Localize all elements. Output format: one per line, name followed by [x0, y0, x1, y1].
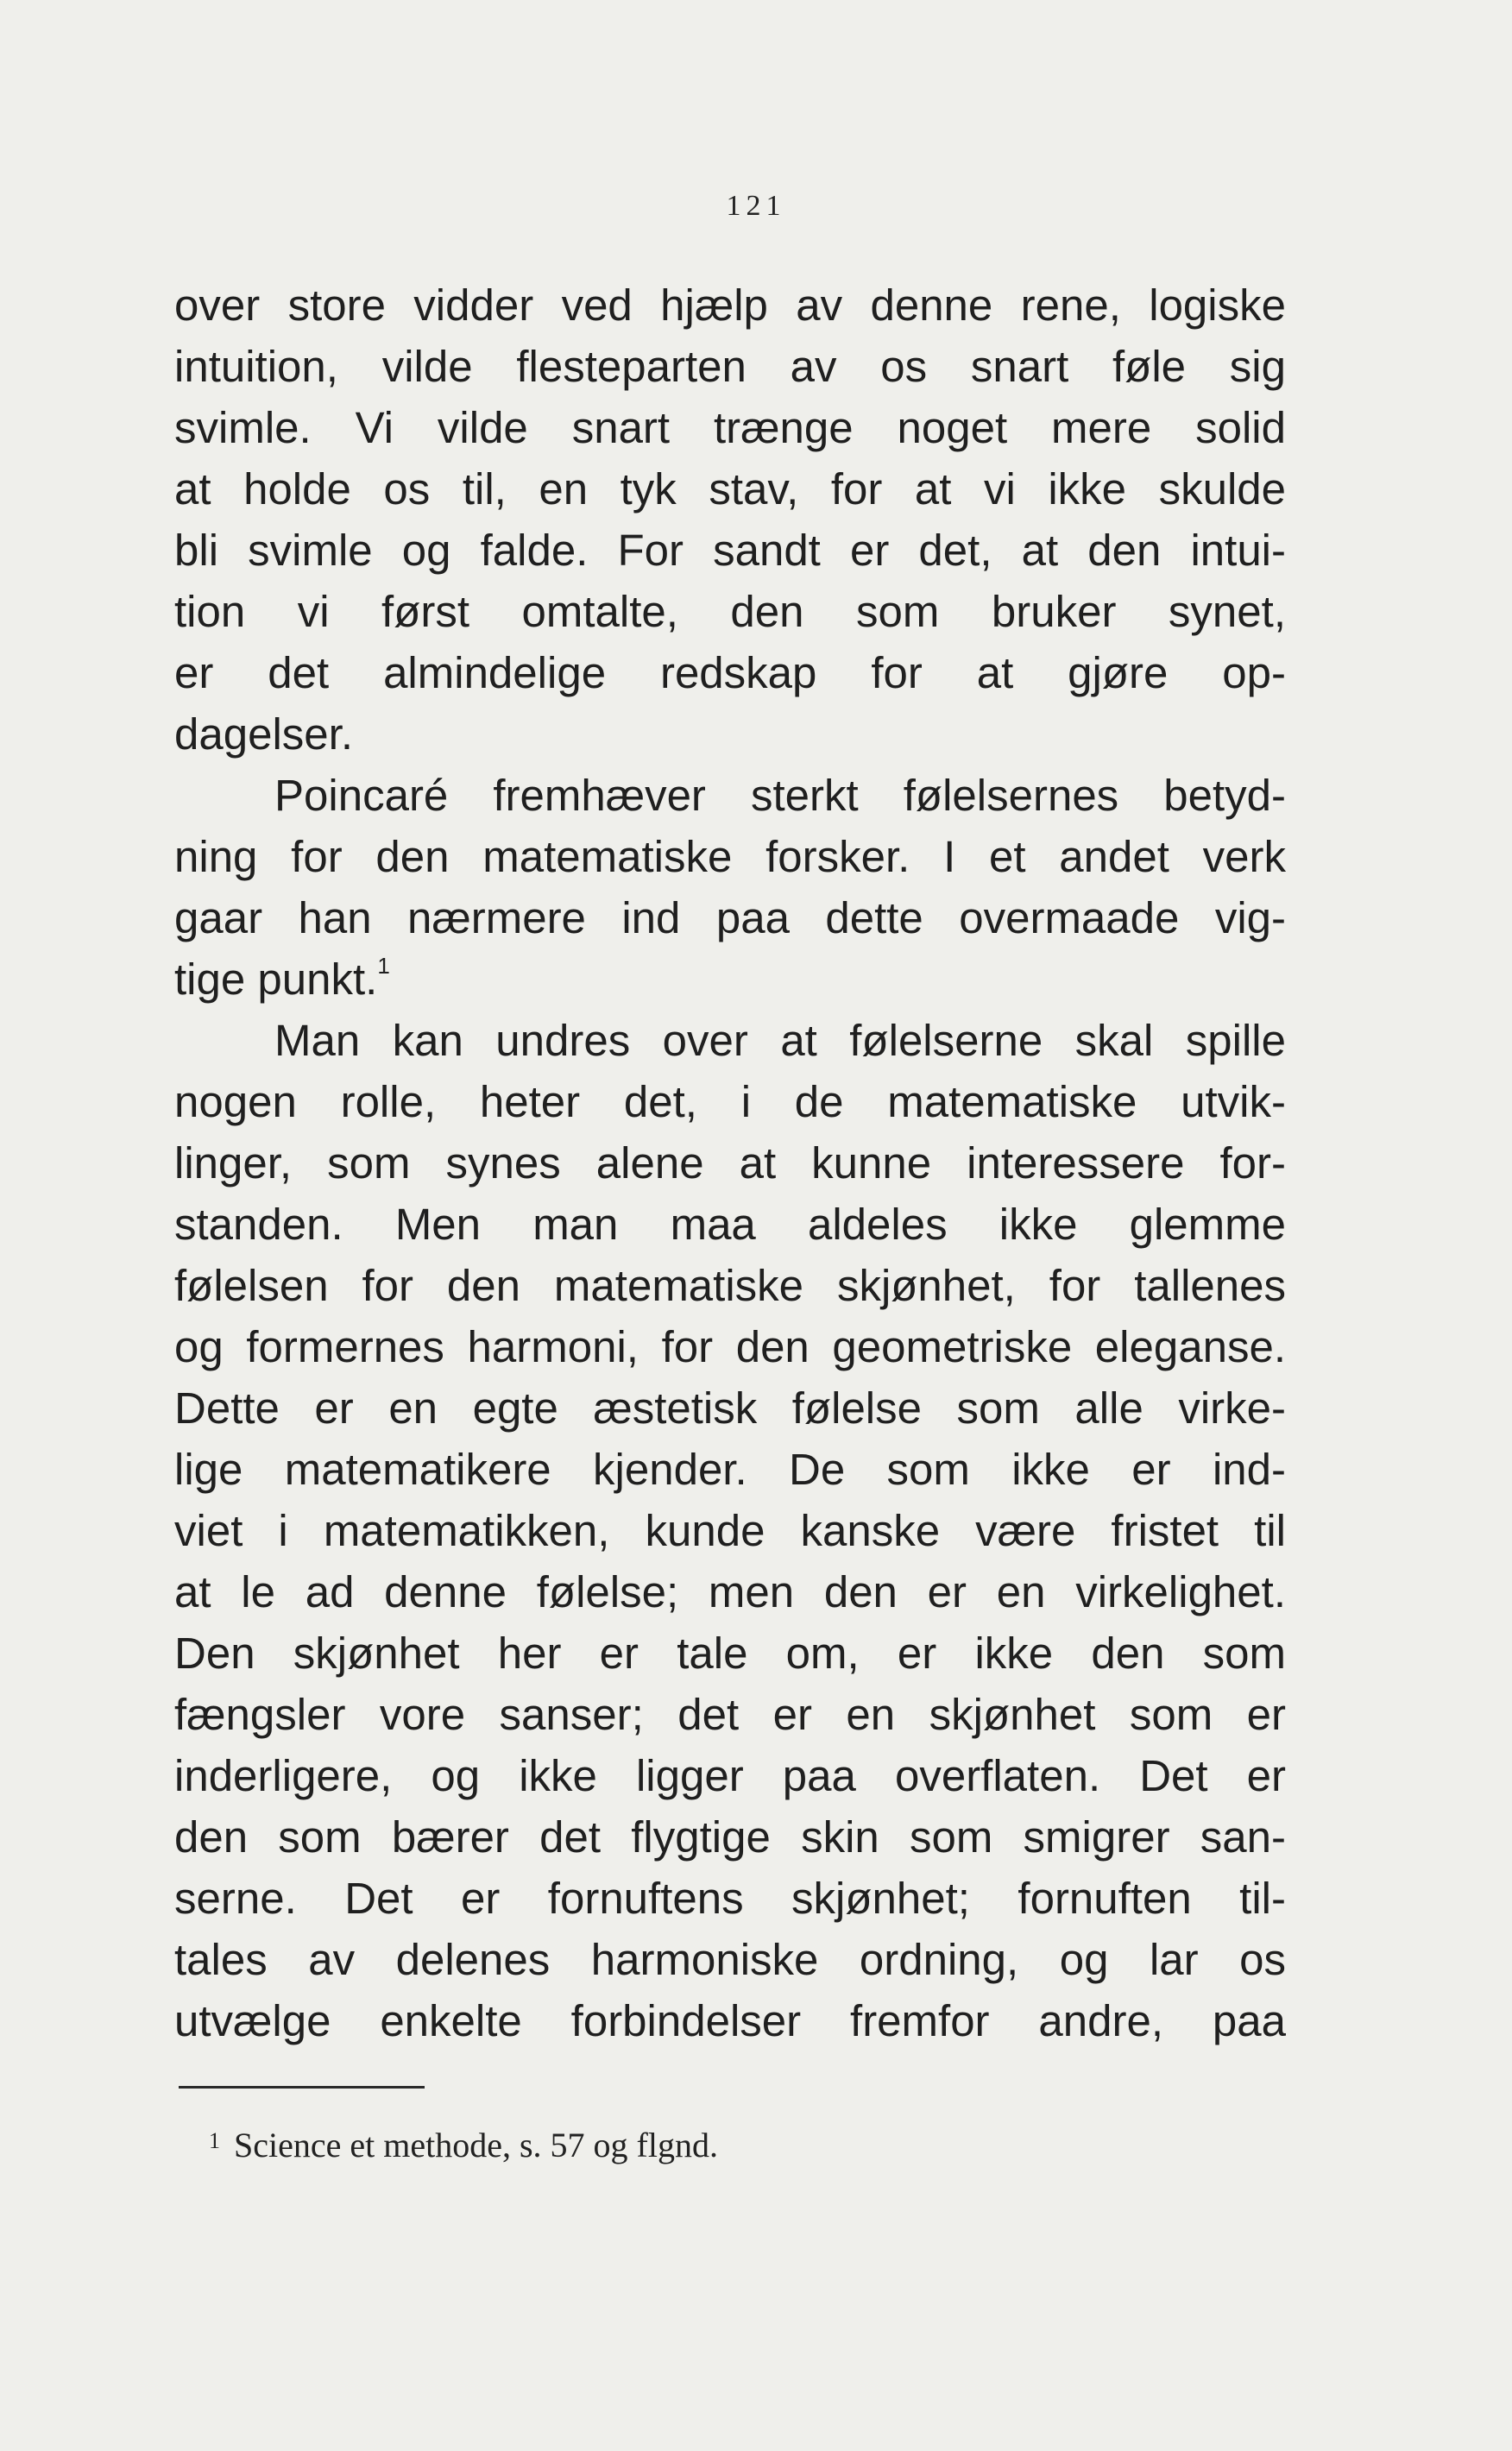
text-line: følelsen for den matematiske skjønhet, for tallenes [174, 1261, 1286, 1310]
text-line: at holde os til, en tyk stav, for at vi ikke skulde [174, 464, 1286, 514]
text-line: er det almindelige redskap for at gjøre op- [174, 648, 1286, 697]
paragraph-first-line: Man kan undres over at følelserne skal spille [274, 1016, 1286, 1065]
footnote-reference[interactable]: 1 [377, 953, 390, 979]
text-line: og formernes harmoni, for den geometriske eleganse. [174, 1322, 1286, 1371]
text-line: viet i matematikken, kunde kanske være fristet til [174, 1506, 1286, 1555]
text-line: intuition, vilde flesteparten av os snart føle sig [174, 342, 1286, 391]
text-line: Den skjønhet her er tale om, er ikke den som [174, 1629, 1286, 1678]
footnote-text: Science et methode, s. 57 og flgnd. [234, 2126, 718, 2164]
text-line: standen. Men man maa aldeles ikke glemme [174, 1200, 1286, 1249]
text-line-with-footnote-ref [174, 948, 1286, 1010]
body-text [174, 274, 1286, 2051]
text-line: tales av delenes harmoniske ordning, og lar os [174, 1935, 1286, 1984]
text-line: lige matematikere kjender. De som ikke er ind- [174, 1445, 1286, 1494]
paragraph-first-line: Poincaré fremhæver sterkt følelsernes betyd- [274, 771, 1286, 820]
footnote-divider [179, 2086, 425, 2089]
text-line: inderligere, og ikke ligger paa overflaten. Det er [174, 1751, 1286, 1800]
page-number: 121 [726, 190, 786, 222]
text-line: nogen rolle, heter det, i de matematiske utvik- [174, 1077, 1286, 1126]
text-line: Dette er en egte æstetisk følelse som alle virke- [174, 1383, 1286, 1433]
text-line: fængsler vore sanser; det er en skjønhet som er [174, 1690, 1286, 1739]
text-line: tion vi først omtalte, den som bruker synet, [174, 587, 1286, 636]
text-line: gaar han nærmere ind paa dette overmaade vig- [174, 893, 1286, 942]
text-line: den som bærer det flygtige skin som smigrer san- [174, 1812, 1286, 1862]
text-line: bli svimle og falde. For sandt er det, at den intui- [174, 526, 1286, 575]
text-line: ning for den matematiske forsker. I et andet verk [174, 832, 1286, 881]
text-line: serne. Det er fornuftens skjønhet; fornuften til- [174, 1874, 1286, 1923]
text-line: over store vidder ved hjælp av denne rene, logiske [174, 280, 1286, 330]
text-line: at le ad denne følelse; men den er en virkelighet. [174, 1567, 1286, 1616]
footnote-marker: 1 [209, 2128, 220, 2153]
text-line-content: tige punkt. [174, 955, 378, 1004]
text-line: utvælge enkelte forbindelser fremfor andre, paa [174, 1996, 1286, 2045]
text-line: linger, som synes alene at kunne interessere for- [174, 1138, 1286, 1188]
text-line: dagelser. [174, 709, 353, 759]
footnote [209, 2125, 718, 2165]
text-line: svimle. Vi vilde snart trænge noget mere solid [174, 403, 1286, 452]
